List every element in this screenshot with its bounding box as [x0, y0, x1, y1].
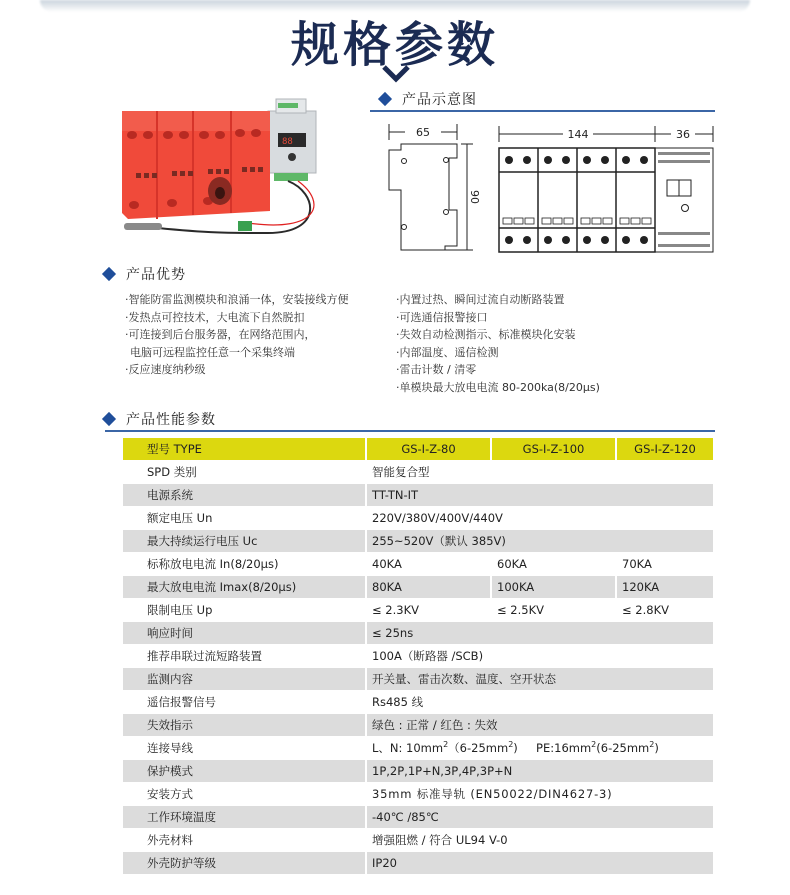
table-row — [123, 644, 714, 667]
advantages-left-list — [125, 291, 349, 379]
row-value: 40KA — [366, 552, 491, 575]
diamond-bullet-icon — [102, 267, 116, 281]
section-rule — [105, 430, 715, 432]
dim-36: 36 — [676, 128, 690, 141]
table-row — [123, 828, 714, 851]
diamond-bullet-icon — [102, 412, 116, 426]
table-row — [123, 736, 714, 759]
row-label: 监测内容 — [123, 667, 366, 690]
row-value: 1P,2P,1P+N,3P,4P,3P+N — [366, 759, 714, 782]
row-label: 限制电压 Up — [123, 598, 366, 621]
specs-section-label: 产品性能参数 — [126, 412, 216, 428]
chevron-down-icon — [381, 64, 411, 84]
dim-90: 90 — [468, 190, 481, 204]
row-value: 100A（断路器 /SCB) — [366, 644, 714, 667]
dim-65: 65 — [416, 126, 430, 139]
row-label: SPD 类别 — [123, 460, 366, 483]
row-value: 70KA — [616, 552, 714, 575]
table-row — [123, 782, 714, 805]
row-label: 电源系统 — [123, 483, 366, 506]
row-value: ≤ 2.5KV — [491, 598, 616, 621]
row-label: 外壳材料 — [123, 828, 366, 851]
table-row — [123, 483, 714, 506]
row-label: 工作环境温度 — [123, 805, 366, 828]
page-title: 规格参数 — [290, 17, 499, 73]
table-row — [123, 690, 714, 713]
row-label: 连接导线 — [123, 736, 366, 759]
row-value: IP20 — [366, 851, 714, 874]
table-header-row — [123, 438, 714, 460]
advantages-section-label: 产品优势 — [126, 267, 186, 283]
table-row — [123, 851, 714, 874]
dimension-diagram — [385, 120, 715, 260]
row-label: 标称放电电流 In(8/20μs) — [123, 552, 366, 575]
row-label: 推荐串联过流短路装置 — [123, 644, 366, 667]
header-type-label: 型号 TYPE — [123, 438, 366, 460]
row-value: 80KA — [366, 575, 491, 598]
model-header: GS-I-Z-80 — [366, 438, 491, 460]
row-label: 最大持续运行电压 Uc — [123, 529, 366, 552]
advantage-item: ·失效自动检测指示、标准模块化安装 — [396, 328, 576, 341]
table-row — [123, 667, 714, 690]
table-row — [123, 552, 714, 575]
row-label: 响应时间 — [123, 621, 366, 644]
row-label: 最大放电电流 Imax(8/20μs) — [123, 575, 366, 598]
row-value: 60KA — [491, 552, 616, 575]
advantages-section-header — [104, 264, 186, 284]
table-row — [123, 460, 714, 483]
diamond-bullet-icon — [378, 92, 392, 106]
row-value: 120KA — [616, 575, 714, 598]
spec-table — [123, 438, 715, 875]
row-label: 额定电压 Un — [123, 506, 366, 529]
row-value: ≤ 2.3KV — [366, 598, 491, 621]
diagram-section-header — [380, 89, 477, 109]
table-row — [123, 506, 714, 529]
table-row — [123, 621, 714, 644]
dim-144: 144 — [567, 128, 589, 141]
advantage-item: ·内部温度、遥信检测 — [396, 345, 499, 359]
product-photo — [118, 93, 328, 243]
advantage-item: ·智能防雷监测模块和浪涌一体，安装接线方便 — [125, 293, 349, 306]
row-label: 遥信报警信号 — [123, 690, 366, 713]
advantage-item: ·反应速度纳秒级 — [125, 363, 206, 376]
row-label: 保护模式 — [123, 759, 366, 782]
row-value: 开关量、雷击次数、温度、空开状态 — [366, 667, 714, 690]
row-value: TT-TN-IT — [366, 483, 714, 506]
table-row — [123, 529, 714, 552]
advantage-item: ·内置过热、瞬间过流自动断路装置 — [396, 293, 565, 306]
advantage-item: ·发热点可控技术，大电流下自然脱扣 — [125, 310, 305, 324]
table-row — [123, 805, 714, 828]
table-row — [123, 713, 714, 736]
table-row — [123, 575, 714, 598]
row-label: 外壳防护等级 — [123, 851, 366, 874]
row-label: 失效指示 — [123, 713, 366, 736]
row-value: Rs485 线 — [366, 690, 714, 713]
advantage-item: 电脑可远程监控任意一个采集终端 — [130, 345, 295, 359]
row-value: 绿色 : 正常 / 红色 : 失效 — [366, 713, 714, 736]
section-rule — [370, 110, 715, 112]
advantage-item: ·雷击计数 / 清零 — [396, 363, 477, 376]
advantage-item: ·可选通信报警接口 — [396, 310, 488, 324]
advantage-item: ·单模块最大放电电流 80-200ka(8/20μs) — [396, 380, 600, 394]
row-value: 255~520V（默认 385V) — [366, 529, 714, 552]
model-header: GS-I-Z-120 — [616, 438, 714, 460]
advantage-item: ·可连接到后台服务器，在网络范围内， — [125, 328, 316, 341]
row-value-wiring: L、N: $10mm^2(6-25mm^2)$ $PE:16mm^2(6-25mm^2)$ — [366, 736, 714, 759]
row-value: ≤ 2.8KV — [616, 598, 714, 621]
diagram-section-label: 产品示意图 — [402, 92, 477, 108]
row-value: -40℃ /85℃ — [366, 805, 714, 828]
svg-text:88: 88 — [282, 137, 293, 147]
row-value: 增强阻燃 / 符合 UL94 V-0 — [366, 828, 714, 851]
row-value: ≤ 25ns — [366, 621, 714, 644]
table-row — [123, 759, 714, 782]
row-label: 安装方式 — [123, 782, 366, 805]
row-value: 智能复合型 — [366, 460, 714, 483]
row-value: 100KA — [491, 575, 616, 598]
row-value: 35mm 标准导轨 (EN50022/DIN4627-3) — [366, 782, 714, 805]
model-header: GS-I-Z-100 — [491, 438, 616, 460]
row-value: 220V/380V/400V/440V — [366, 506, 714, 529]
table-row — [123, 598, 714, 621]
specs-section-header — [104, 409, 216, 429]
advantages-right-list — [396, 291, 600, 396]
